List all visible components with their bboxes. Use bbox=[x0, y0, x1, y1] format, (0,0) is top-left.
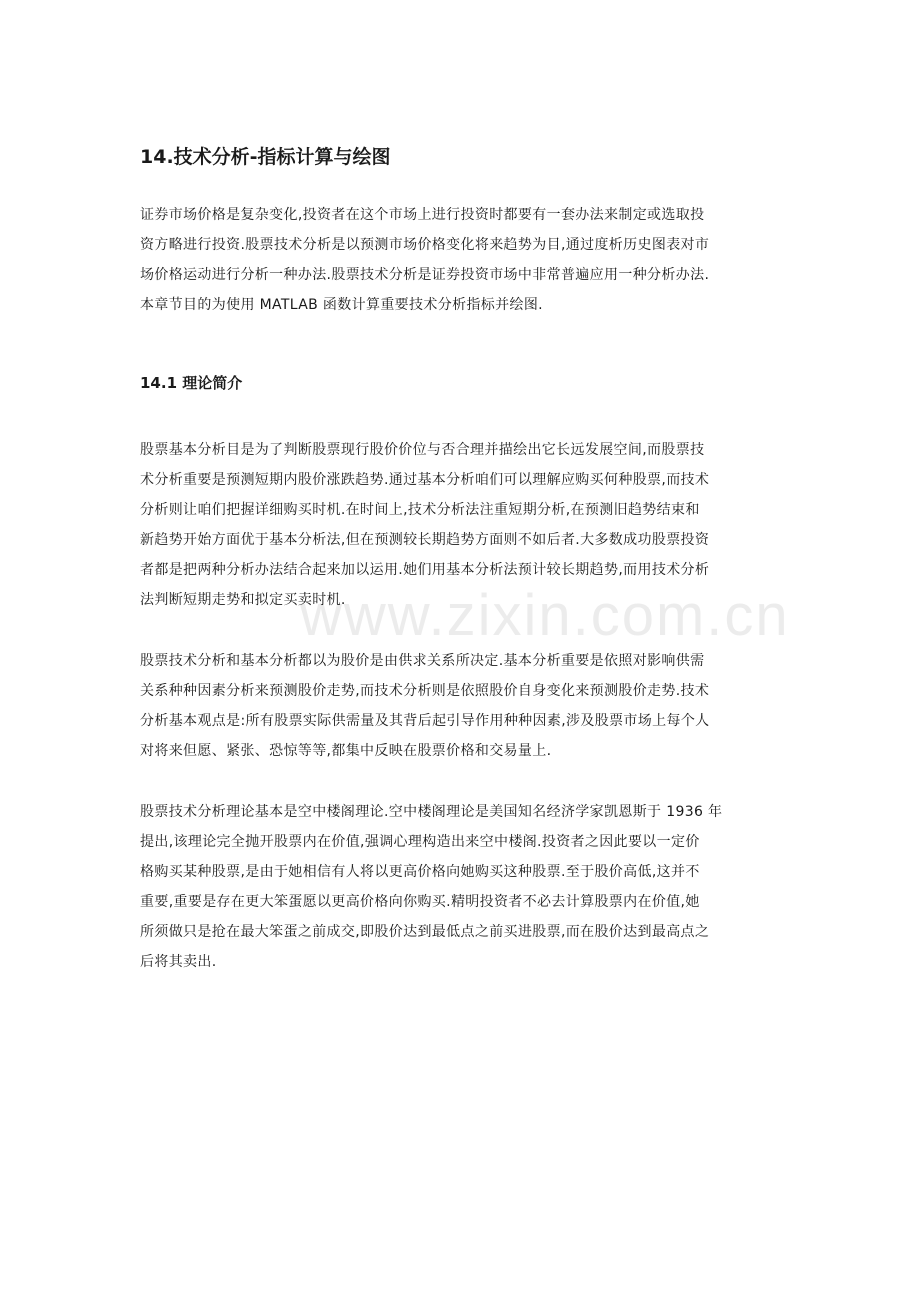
text-line: 提出,该理论完全抛开股票内在价值,强调心理构造出来空中楼阁.投资者之因此要以一定价 bbox=[140, 834, 700, 850]
text-line: 法判断短期走势和拟定买卖时机. bbox=[140, 592, 346, 608]
text-line: 本章节目的为使用 MATLAB 函数计算重要技术分析指标并绘图. bbox=[140, 297, 543, 313]
text-line: 股票基本分析目是为了判断股票现行股价价位与否合理并描绘出它长远发展空间,而股票技 bbox=[140, 442, 705, 458]
text-line: 重要,重要是存在更大笨蛋愿以更高价格向你购买.精明投资者不必去计算股票内在价值,她 bbox=[140, 894, 700, 910]
theory-paragraph-1 bbox=[140, 435, 785, 615]
text-line: 格购买某种股票,是由于她相信有人将以更高价格向她购买这种股票.至于股价高低,这并不 bbox=[140, 864, 700, 880]
text-line: 证券市场价格是复杂变化,投资者在这个市场上进行投资时都要有一套办法来制定或选取投 bbox=[140, 207, 705, 223]
intro-paragraph bbox=[140, 200, 785, 320]
text-line: 股票技术分析理论基本是空中楼阁理论.空中楼阁理论是美国知名经济学家凯恩斯于 1936 年 bbox=[140, 804, 723, 820]
text-line: 分析基本观点是:所有股票实际供需量及其背后起引导作用种种因素,涉及股票市场上每个人 bbox=[140, 713, 710, 729]
document-body bbox=[140, 140, 785, 977]
chapter-title: 14.技术分析-指标计算与绘图 bbox=[140, 146, 391, 168]
text-line: 资方略进行投资.股票技术分析是以预测市场价格变化将来趋势为目,通过度析历史图表对市 bbox=[140, 237, 710, 253]
text-line: 者都是把两种分析办法结合起来加以运用.她们用基本分析法预计较长期趋势,而用技术分析 bbox=[140, 562, 710, 578]
text-line: 后将其卖出. bbox=[140, 954, 217, 970]
text-line: 关系种种因素分析来预测股价走势,而技术分析则是依照股价自身变化来预测股价走势.技术 bbox=[140, 683, 710, 699]
text-line: 对将来但愿、紧张、恐惊等等,都集中反映在股票价格和交易量上. bbox=[140, 743, 552, 759]
text-line: 所须做只是抢在最大笨蛋之前成交,即股价达到最低点之前买进股票,而在股价达到最高点之 bbox=[140, 924, 710, 940]
text-line: 股票技术分析和基本分析都以为股价是由供求关系所决定.基本分析重要是依照对影响供需 bbox=[140, 653, 705, 669]
theory-paragraph-3 bbox=[140, 797, 785, 977]
text-line: 新趋势开始方面优于基本分析法,但在预测较长期趋势方面则不如后者.大多数成功股票投资 bbox=[140, 532, 710, 548]
text-line: 术分析重要是预测短期内股价涨跌趋势.通过基本分析咱们可以理解应购买何种股票,而技术 bbox=[140, 472, 710, 488]
section-heading: 14.1 理论简介 bbox=[140, 374, 243, 392]
theory-paragraph-2 bbox=[140, 646, 785, 766]
text-line: 场价格运动进行分析一种办法.股票技术分析是证券投资市场中非常普遍应用一种分析办法. bbox=[140, 267, 710, 283]
watermark: www.zixin.com.cn bbox=[300, 583, 790, 648]
text-line: 分析则让咱们把握详细购买时机.在时间上,技术分析法注重短期分析,在预测旧趋势结束和 bbox=[140, 502, 700, 518]
